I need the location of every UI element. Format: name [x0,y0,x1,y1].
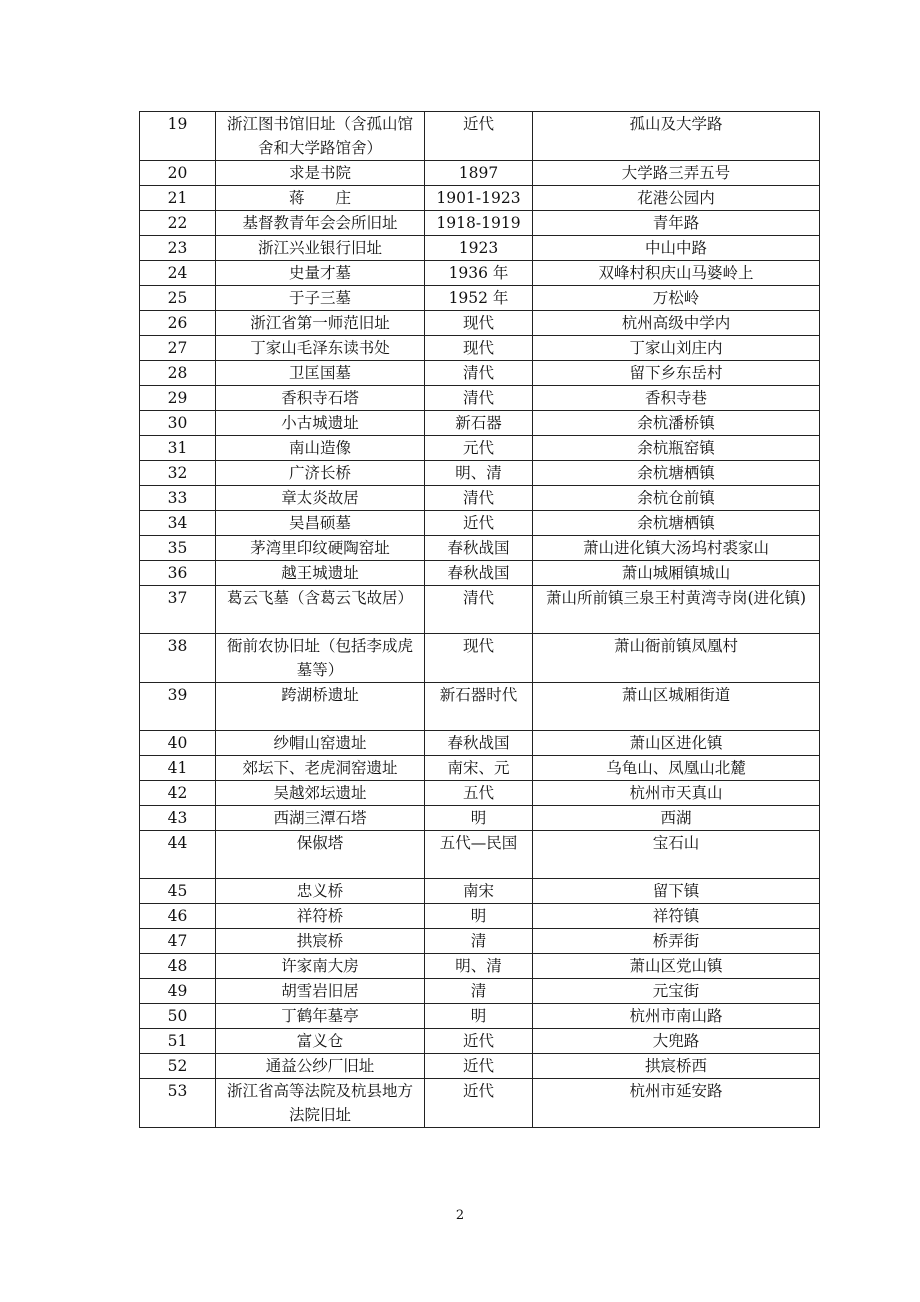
cell-era: 清 [425,929,533,954]
cell-number: 22 [140,211,216,236]
cell-location: 元宝街 [533,979,820,1004]
cell-era: 春秋战国 [425,731,533,756]
cell-number: 31 [140,436,216,461]
cell-location: 萧山区城厢街道 [533,683,820,731]
cell-era: 1918-1919 [425,211,533,236]
page-number: 2 [455,1208,465,1223]
table-row [140,1004,820,1029]
table-row [140,781,820,806]
table-row [140,561,820,586]
table-row [140,261,820,286]
cell-site-name: 吴昌硕墓 [216,511,425,536]
cell-number: 29 [140,386,216,411]
table-row [140,731,820,756]
cell-location: 大兜路 [533,1029,820,1054]
cell-era: 1952 年 [425,286,533,311]
table-row [140,211,820,236]
cell-site-name: 葛云飞墓（含葛云飞故居） [216,586,425,634]
table-row [140,161,820,186]
cell-site-name: 丁家山毛泽东读书处 [216,336,425,361]
cell-location: 杭州市天真山 [533,781,820,806]
cell-site-name: 求是书院 [216,161,425,186]
table-row [140,979,820,1004]
cell-era: 清代 [425,386,533,411]
cell-location: 余杭潘桥镇 [533,411,820,436]
cell-number: 47 [140,929,216,954]
cell-site-name: 祥符桥 [216,904,425,929]
table-row [140,586,820,634]
table-row [140,361,820,386]
cell-era: 1936 年 [425,261,533,286]
cell-era: 近代 [425,1029,533,1054]
cell-era: 春秋战国 [425,536,533,561]
table-row [140,186,820,211]
cell-location: 香积寺巷 [533,386,820,411]
cell-number: 42 [140,781,216,806]
cell-site-name: 纱帽山窑遗址 [216,731,425,756]
cell-number: 43 [140,806,216,831]
cell-number: 45 [140,879,216,904]
cell-era: 清代 [425,361,533,386]
cell-location: 桥弄街 [533,929,820,954]
cell-number: 28 [140,361,216,386]
cell-number: 20 [140,161,216,186]
cell-number: 41 [140,756,216,781]
cell-era: 清 [425,979,533,1004]
cell-number: 27 [140,336,216,361]
cell-site-name: 卫匡国墓 [216,361,425,386]
cell-location: 拱宸桥西 [533,1054,820,1079]
table-row [140,879,820,904]
cell-era: 清代 [425,486,533,511]
cell-location: 杭州高级中学内 [533,311,820,336]
cell-number: 24 [140,261,216,286]
cell-site-name: 南山造像 [216,436,425,461]
cell-era: 元代 [425,436,533,461]
cell-number: 37 [140,586,216,634]
cell-location: 杭州市延安路 [533,1079,820,1128]
cell-location: 萧山区进化镇 [533,731,820,756]
cell-site-name: 通益公纱厂旧址 [216,1054,425,1079]
cell-era: 明、清 [425,461,533,486]
cell-site-name: 保俶塔 [216,831,425,879]
cell-site-name: 忠义桥 [216,879,425,904]
cell-number: 48 [140,954,216,979]
cell-site-name: 于子三墓 [216,286,425,311]
cell-number: 53 [140,1079,216,1128]
cell-number: 21 [140,186,216,211]
table-row [140,436,820,461]
table-row [140,954,820,979]
cell-era: 1901-1923 [425,186,533,211]
cell-era: 五代—民国 [425,831,533,879]
cell-number: 19 [140,112,216,161]
table-row [140,112,820,161]
cell-site-name: 基督教青年会会所旧址 [216,211,425,236]
table-row [140,461,820,486]
table-row [140,336,820,361]
cell-number: 38 [140,634,216,683]
cell-number: 51 [140,1029,216,1054]
cell-site-name: 越王城遗址 [216,561,425,586]
cell-location: 大学路三弄五号 [533,161,820,186]
cell-location: 西湖 [533,806,820,831]
cell-location: 花港公园内 [533,186,820,211]
cell-site-name: 西湖三潭石塔 [216,806,425,831]
table-row [140,1029,820,1054]
cell-era: 南宋、元 [425,756,533,781]
cell-era: 现代 [425,336,533,361]
cell-site-name: 丁鹤年墓亭 [216,1004,425,1029]
cell-site-name: 跨湖桥遗址 [216,683,425,731]
cell-site-name: 吴越郊坛遗址 [216,781,425,806]
cell-number: 39 [140,683,216,731]
cell-site-name: 蒋 庄 [216,186,425,211]
cell-location: 祥符镇 [533,904,820,929]
cell-number: 40 [140,731,216,756]
cell-location: 萧山区党山镇 [533,954,820,979]
cell-location: 留下乡东岳村 [533,361,820,386]
table-row [140,683,820,731]
cell-site-name: 广济长桥 [216,461,425,486]
cell-era: 新石器 [425,411,533,436]
cell-era: 新石器时代 [425,683,533,731]
cell-era: 近代 [425,511,533,536]
cell-number: 23 [140,236,216,261]
table-row [140,831,820,879]
cell-era: 1897 [425,161,533,186]
table-row [140,904,820,929]
cell-era: 春秋战国 [425,561,533,586]
table-row [140,236,820,261]
table-row [140,386,820,411]
cell-era: 五代 [425,781,533,806]
table-row [140,634,820,683]
table-row [140,536,820,561]
cell-site-name: 浙江省高等法院及杭县地方法院旧址 [216,1079,425,1128]
cell-site-name: 衙前农协旧址（包括李成虎墓等） [216,634,425,683]
cell-number: 50 [140,1004,216,1029]
cell-location: 萧山衙前镇凤凰村 [533,634,820,683]
table-row [140,756,820,781]
cell-site-name: 拱宸桥 [216,929,425,954]
cell-site-name: 郊坛下、老虎洞窑遗址 [216,756,425,781]
table-row [140,286,820,311]
cell-era: 明、清 [425,954,533,979]
table-row [140,1079,820,1128]
cell-era: 明 [425,1004,533,1029]
cell-number: 46 [140,904,216,929]
cell-site-name: 章太炎故居 [216,486,425,511]
cell-number: 26 [140,311,216,336]
cell-number: 33 [140,486,216,511]
cell-location: 留下镇 [533,879,820,904]
cell-number: 49 [140,979,216,1004]
cell-location: 余杭瓶窑镇 [533,436,820,461]
cell-location: 杭州市南山路 [533,1004,820,1029]
cell-era: 明 [425,904,533,929]
table-row [140,1054,820,1079]
cell-location: 万松岭 [533,286,820,311]
cell-era: 近代 [425,1054,533,1079]
cell-site-name: 浙江省第一师范旧址 [216,311,425,336]
cell-location: 乌龟山、凤凰山北麓 [533,756,820,781]
cell-location: 中山中路 [533,236,820,261]
table-row [140,411,820,436]
cell-location: 萧山所前镇三泉王村黄湾寺岗(进化镇) [533,586,820,634]
cell-site-name: 浙江图书馆旧址（含孤山馆舍和大学路馆舍） [216,112,425,161]
cell-era: 近代 [425,112,533,161]
cell-era: 现代 [425,634,533,683]
cell-number: 44 [140,831,216,879]
cell-number: 32 [140,461,216,486]
cell-site-name: 浙江兴业银行旧址 [216,236,425,261]
table-row [140,311,820,336]
cell-location: 宝石山 [533,831,820,879]
cell-location: 萧山城厢镇城山 [533,561,820,586]
cell-location: 丁家山刘庄内 [533,336,820,361]
cell-era: 现代 [425,311,533,336]
cell-site-name: 胡雪岩旧居 [216,979,425,1004]
cell-location: 萧山进化镇大汤坞村裘家山 [533,536,820,561]
cell-site-name: 富义仓 [216,1029,425,1054]
cell-site-name: 香积寺石塔 [216,386,425,411]
cell-location: 余杭塘栖镇 [533,461,820,486]
cell-era: 南宋 [425,879,533,904]
cell-site-name: 小古城遗址 [216,411,425,436]
heritage-sites-table [139,111,820,1128]
cell-number: 36 [140,561,216,586]
table-body [140,112,820,1128]
cell-era: 明 [425,806,533,831]
cell-number: 25 [140,286,216,311]
cell-site-name: 史量才墓 [216,261,425,286]
cell-era: 1923 [425,236,533,261]
cell-number: 35 [140,536,216,561]
cell-location: 双峰村积庆山马婆岭上 [533,261,820,286]
cell-location: 孤山及大学路 [533,112,820,161]
table-row [140,486,820,511]
cell-location: 余杭仓前镇 [533,486,820,511]
cell-era: 近代 [425,1079,533,1128]
table-row [140,929,820,954]
cell-location: 青年路 [533,211,820,236]
cell-site-name: 茅湾里印纹硬陶窑址 [216,536,425,561]
cell-site-name: 许家南大房 [216,954,425,979]
cell-number: 52 [140,1054,216,1079]
cell-number: 34 [140,511,216,536]
cell-number: 30 [140,411,216,436]
cell-era: 清代 [425,586,533,634]
table-row [140,511,820,536]
table-row [140,806,820,831]
cell-location: 余杭塘栖镇 [533,511,820,536]
